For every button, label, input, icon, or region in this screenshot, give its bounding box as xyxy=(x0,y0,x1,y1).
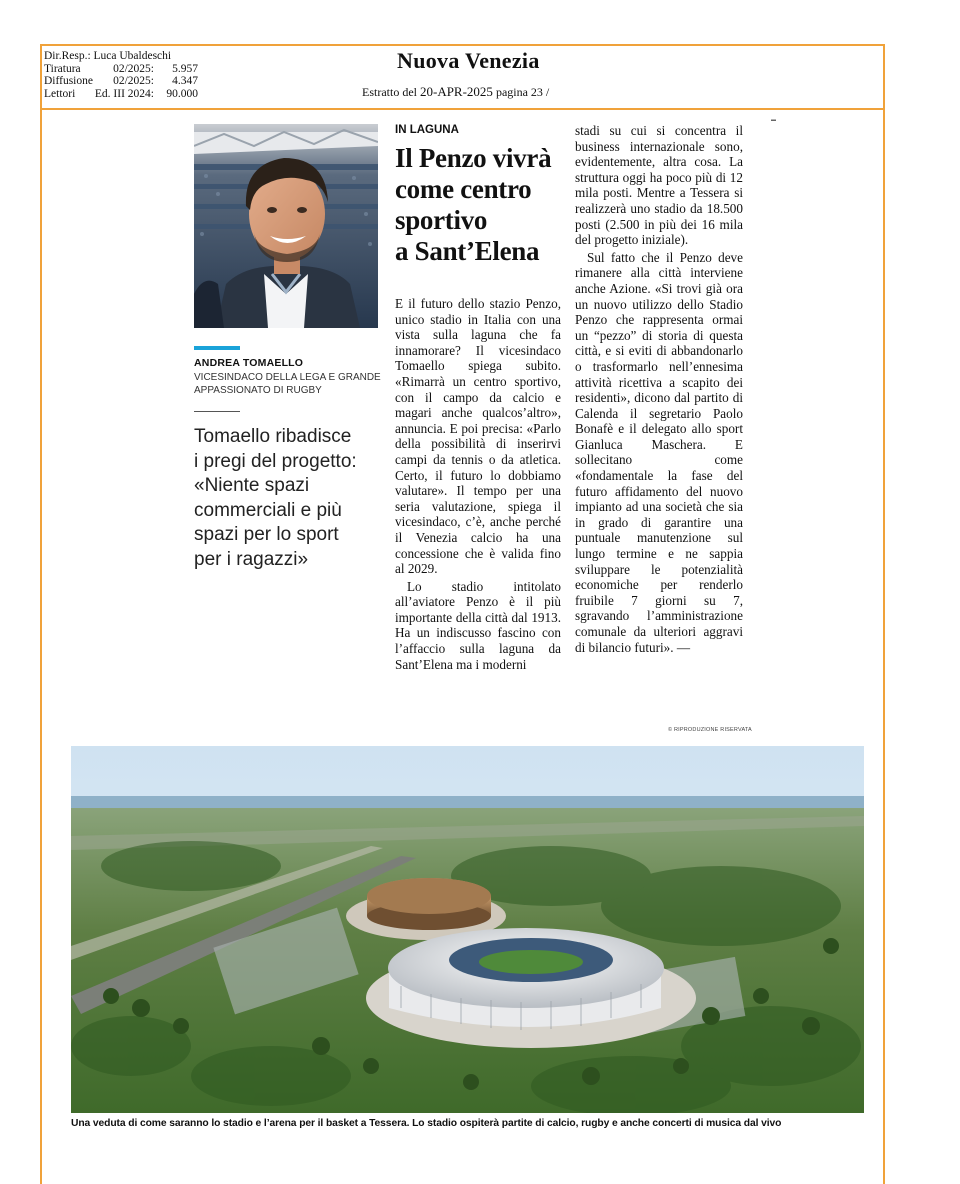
meta-row-director xyxy=(44,50,198,63)
paragraph: Lo stadio intitolato all’aviatore Penzo è il più importante della città dal 1913. Ha un indiscusso fascino con l’affaccio sulla laguna da Sant’Elena ma i moderni xyxy=(395,578,561,672)
meta-value: 5.957 xyxy=(172,62,198,75)
stadium-render-image xyxy=(71,746,864,1113)
article-column-2 xyxy=(575,123,743,655)
page-number: pagina 23 / xyxy=(495,85,550,99)
image-caption: Una veduta di come saranno lo stadio e l’arena per il basket a Tessera. Lo stadio ospiterà partite di calcio, rugby e anche concerti di musica dal vivo xyxy=(71,1118,782,1129)
corner-mark: ▬ xyxy=(771,118,776,123)
meta-label: Diffusione xyxy=(44,75,93,88)
sidebar-divider xyxy=(194,411,240,412)
extract-date: 20-APR-2025 xyxy=(419,84,493,99)
article-headline: Il Penzo vivrà come centro sportivo a Sant’Elena xyxy=(395,143,552,266)
paragraph: E il futuro dello stazio Penzo, unico stadio in Italia con una vista sulla laguna che fa innamorare? Il vicesindaco Tomaello spiega subito. «Rimarrà un centro sportivo, con il campo da calcio e magari anche qualcos’altro», annuncia. E poi precisa: «Parlo della possibilità di inserirvi campi da tennis o da atletica. Certo, il futuro lo dobbiamo valutare». Il tempo per una seria valutazione, spiega il vicesindaco, c’è, anche perché il Venezia calcio ha una concessione che è valida fino al 2029. xyxy=(395,296,561,577)
header-divider xyxy=(40,108,885,110)
pull-quote: Tomaello ribadisce i pregi del progetto: «Niente spazi commerciali e più spazi per lo sport per i ragazzi» xyxy=(194,426,357,570)
portrait-photo xyxy=(194,124,378,328)
meta-label: Lettori xyxy=(44,87,76,100)
meta-row-diffusione xyxy=(44,75,198,88)
person-name: ANDREA TOMAELLO xyxy=(194,357,304,369)
meta-period: Ed. III 2024: xyxy=(94,87,154,100)
meta-row-tiratura xyxy=(44,63,198,76)
meta-period: 02/2025: xyxy=(113,62,154,75)
accent-bar xyxy=(194,346,240,350)
paragraph: Sul fatto che il Penzo deve rimanere alla città interviene anche Azione. «Si trovi già ora un nuovo utilizzo dello Stadio Penzo che rappresenta ormai un “pezzo” di storia di questa città, e si eviti di abbandonarlo o trasformarlo nell’ennesima attività ricettiva a scapito dei residenti», dicono dal partito di Calenda il segretario Paolo Bonafè e il delegato allo sport Gianluca Maschera. E sollecitano come «fondamentale la fase del futuro affidamento del nuovo impianto ad una società che sia in grado di garantire una puntuale manutenzione sul lungo termine e ne sappia sviluppare le potenzialità economiche per renderlo fruibile 7 giorni su 7, sgravando l’amministrazione comunale da ulteriori aggravi di bilancio futuri». — xyxy=(575,249,743,655)
extract-label: Estratto del xyxy=(362,85,417,99)
article-column-1 xyxy=(395,296,561,672)
meta-row-lettori xyxy=(44,88,198,101)
section-kicker: IN LAGUNA xyxy=(395,124,459,136)
person-role: VICESINDACO DELLA LEGA E GRANDE APPASSIONATO DI RUGBY xyxy=(194,372,381,396)
meta-label: Tiratura xyxy=(44,62,81,75)
masthead-meta xyxy=(44,50,198,100)
meta-label: Dir.Resp.: xyxy=(44,50,91,62)
copyright-notice: © RIPRODUZIONE RISERVATA xyxy=(668,727,752,733)
meta-value: 4.347 xyxy=(172,75,198,88)
meta-value: 90.000 xyxy=(166,87,198,100)
meta-value: Luca Ubaldeschi xyxy=(93,50,172,62)
publication-title: Nuova Venezia xyxy=(397,48,540,73)
paragraph: stadi su cui si concentra il business internazionale sono, evidentemente, altra cosa. La struttura oggi ha poco più di 12 mila posti. Mentre a Tessera si realizzerà uno stadio da 18.500 posti (2.500 in più dei 16 mila del progetto iniziale). xyxy=(575,123,743,248)
extract-info xyxy=(362,84,549,100)
meta-period: 02/2025: xyxy=(113,75,154,88)
